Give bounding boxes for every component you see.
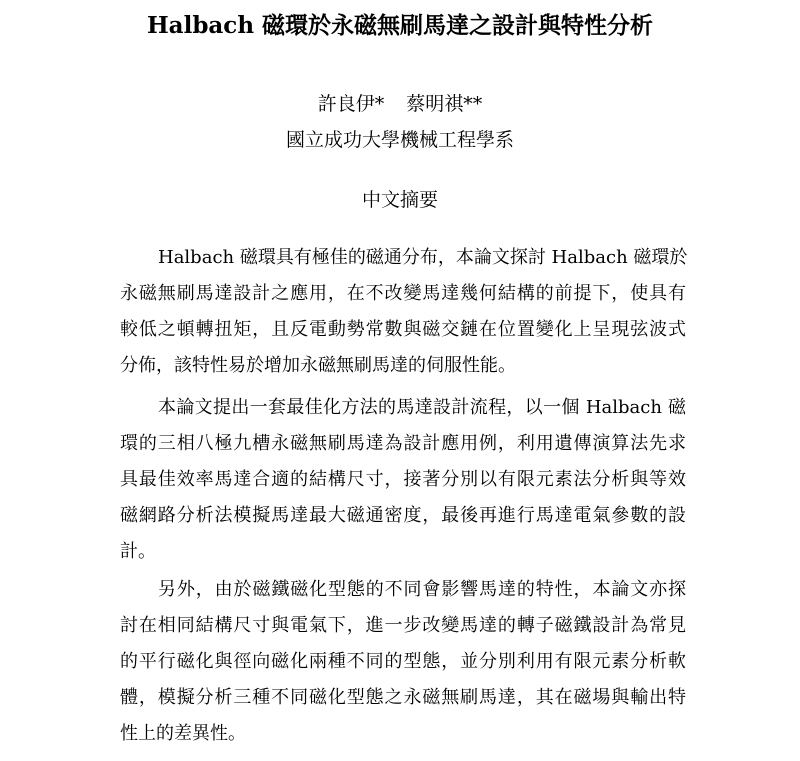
abstract-paragraph-3 (120, 572, 686, 752)
paragraph-line: 較低之頓轉扭矩，且反電動勢常數與磁交鏈在位置變化上呈現弦波式 (120, 319, 686, 340)
paragraph-line: 分佈，該特性易於增加永磁無刷馬達的伺服性能。 (120, 355, 516, 376)
abstract-heading: 中文摘要 (361, 189, 438, 211)
abstract-paragraph-2 (120, 390, 686, 570)
paragraph-line: 性上的差異性。 (120, 723, 246, 744)
paragraph-line: 環的三相八極九槽永磁無刷馬達為設計應用例，利用遺傳演算法先求 (120, 433, 686, 454)
paragraph-line: 的平行磁化與徑向磁化兩種不同的型態，並分別利用有限元素分析軟 (120, 651, 686, 672)
author-2: 蔡明祺** (406, 93, 483, 115)
paragraph-line: 體，模擬分析三種不同磁化型態之永磁無刷馬達，其在磁場與輸出特 (120, 687, 686, 708)
author-1: 許良伊* (317, 93, 385, 115)
paragraph-line: 永磁無刷馬達設計之應用，在不改變馬達幾何結構的前提下，使具有 (120, 283, 686, 304)
authors-line (0, 90, 800, 118)
abstract-paragraph-1 (120, 240, 686, 384)
paragraph-line: 本論文提出一套最佳化方法的馬達設計流程，以一個 Halbach 磁 (158, 397, 686, 418)
paragraph-line: 磁網路分析法模擬馬達最大磁通密度，最後再進行馬達電氣參數的設 (120, 505, 686, 526)
paragraph-line: 計。 (120, 541, 156, 562)
paragraph-line: 具最佳效率馬達合適的結構尺寸，接著分別以有限元素法分析與等效 (120, 469, 686, 490)
paragraph-line: 另外，由於磁鐵磁化型態的不同會影響馬達的特性，本論文亦探 (158, 579, 686, 600)
affiliation: 國立成功大學機械工程學系 (285, 129, 514, 151)
paper-title: Halbach 磁環於永磁無刷馬達之設計與特性分析 (146, 12, 654, 39)
paragraph-line: 討在相同結構尺寸與電氣下，進一步改變馬達的轉子磁鐵設計為常見 (120, 615, 686, 636)
paragraph-line: Halbach 磁環具有極佳的磁通分布，本論文探討 Halbach 磁環於 (158, 247, 688, 268)
